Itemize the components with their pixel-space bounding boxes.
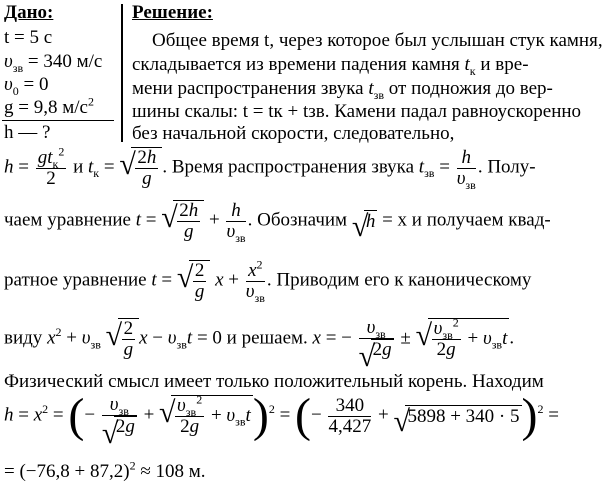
given-g: g = 9,8 $м/с^2$ [4, 94, 94, 118]
vertical-divider [121, 4, 123, 142]
given-divider [2, 120, 114, 121]
given-title: Дано: [4, 2, 54, 23]
given-t: t = 5 с [4, 27, 53, 48]
solution-line-4: шины скалы: t = tк + tзв. Камени падал равноускоренно [132, 101, 582, 122]
solution-line-5: без начальной скорости, следовательно, [132, 123, 455, 144]
equation-line-2: чаем уравнение t = √ $\frac{2h}{g}$ + $\frac{h}{\upsilon_{зв}}$ . Обозначим √ h = x и получаем квад- [4, 200, 551, 242]
solution-line-2: складывается из времени падения камня $t_к$ и вре- [132, 54, 529, 78]
equation-line-4: виду $x^2 + \upsilon_{зв}$ √ $\frac{2}{g}$ $x - \upsilon_{зв}t = 0$ и решаем. x = − $\upsilon_{зв}$ √ 2g ± √ $\frac{\upsilon_{зв}^2}{2g}$ + $\upsilon_{зв}t$ . [4, 318, 514, 360]
solution-line-1: Общее время t, через которое был услышан стук камня, [152, 30, 603, 51]
given-v0: $\upsilon_0 = 0$ [4, 74, 49, 98]
given-v-sound: $\upsilon_{зв} = 340$ м/с [4, 51, 103, 75]
solution-title: Решение: [132, 2, 213, 23]
final-result: = $(-76,8 + 87,2)^2 \approx 108$ м. [4, 458, 206, 482]
equation-line-5: $h = x^2$ = (− $\upsilon_{зв}$ √ 2g + √ $\frac{\upsilon_{зв}^2}{2g}$ + $\upsilon_{зв}t)^2$ = (− $\frac{340}{4,427}$ + √ 5898 + 340 · 5)$^2$ = [4, 392, 559, 440]
given-find: h — ? [4, 122, 51, 143]
solution-line-6: Физический смысл имеет только положительный корень. Находим [4, 371, 544, 392]
equation-line-3: ратное уравнение t = √ $\frac{2}{g}$ x + $\frac{x^2}{\upsilon_{зв}}$ . Приводим его к каноническому [4, 260, 531, 302]
equation-line-1: h = $\frac{gt_к^2}{2}$ и $t_к$ = √ $\frac{2h}{g}$ . Время распространения звука $t_{зв}$ = $\frac{h}{\upsilon_{зв}}$ . Полу- [4, 147, 536, 189]
solution-line-3: мени распространения звука $t_{зв}$ от подножия до вер- [132, 78, 553, 102]
